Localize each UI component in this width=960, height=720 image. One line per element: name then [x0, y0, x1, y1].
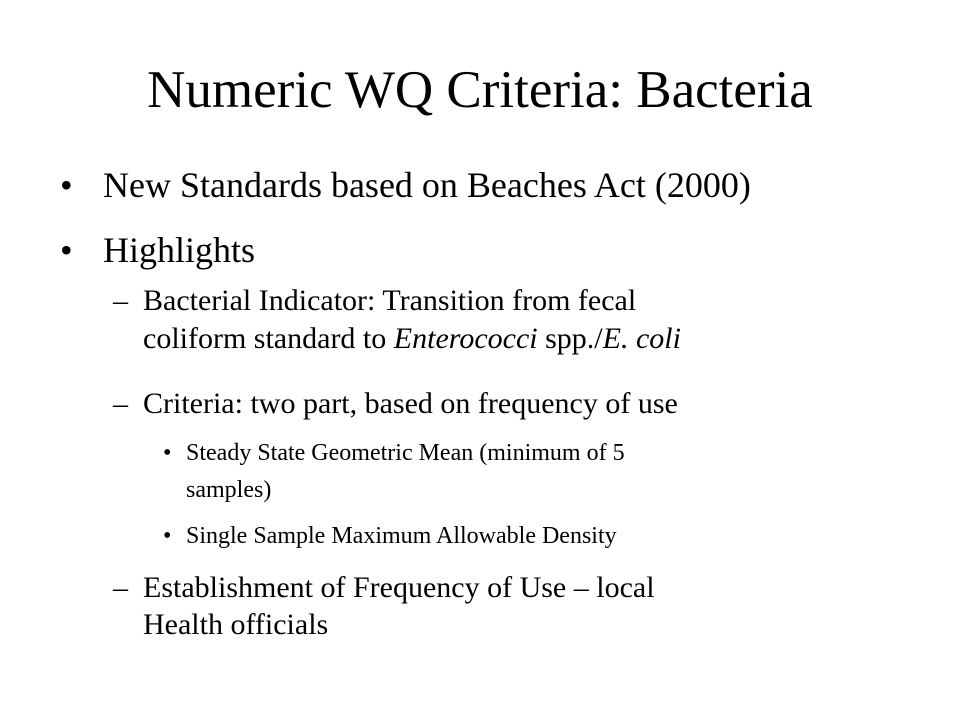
subsub-item-text-line2: samples) [186, 477, 272, 503]
sub-item-text-line2: Health officials [143, 608, 329, 641]
dash-marker: – [113, 571, 128, 604]
subsub-item-text-line1: Steady State Geometric Mean (minimum of 5 [186, 440, 625, 466]
bullet-text: Highlights [103, 230, 256, 270]
sub-item-text-line1: Bacterial Indicator: Transition from fecal [143, 284, 637, 317]
dash-marker: – [113, 387, 128, 420]
bullet-marker: • [163, 440, 172, 466]
sub-item-text-line2 [143, 321, 681, 357]
dash-marker: – [113, 284, 128, 317]
bullet-marker: • [163, 523, 172, 549]
bullet-text: New Standards based on Beaches Act (2000) [103, 165, 751, 205]
text-fragment: coliform standard to [143, 322, 394, 355]
text-fragment: spp./ [537, 322, 603, 355]
sub-item-text-line1: Establishment of Frequency of Use – local [143, 571, 655, 604]
sub-item-text: Criteria: two part, based on frequency of use [143, 387, 678, 420]
slide-title: Numeric WQ Criteria: Bacteria [147, 61, 813, 119]
text-fragment-italic: Enterococci [393, 322, 538, 355]
bullet-marker: • [60, 230, 73, 270]
text-fragment-italic: E. coli [602, 322, 681, 355]
subsub-item-text: Single Sample Maximum Allowable Density [186, 523, 617, 549]
bullet-marker: • [60, 165, 73, 205]
